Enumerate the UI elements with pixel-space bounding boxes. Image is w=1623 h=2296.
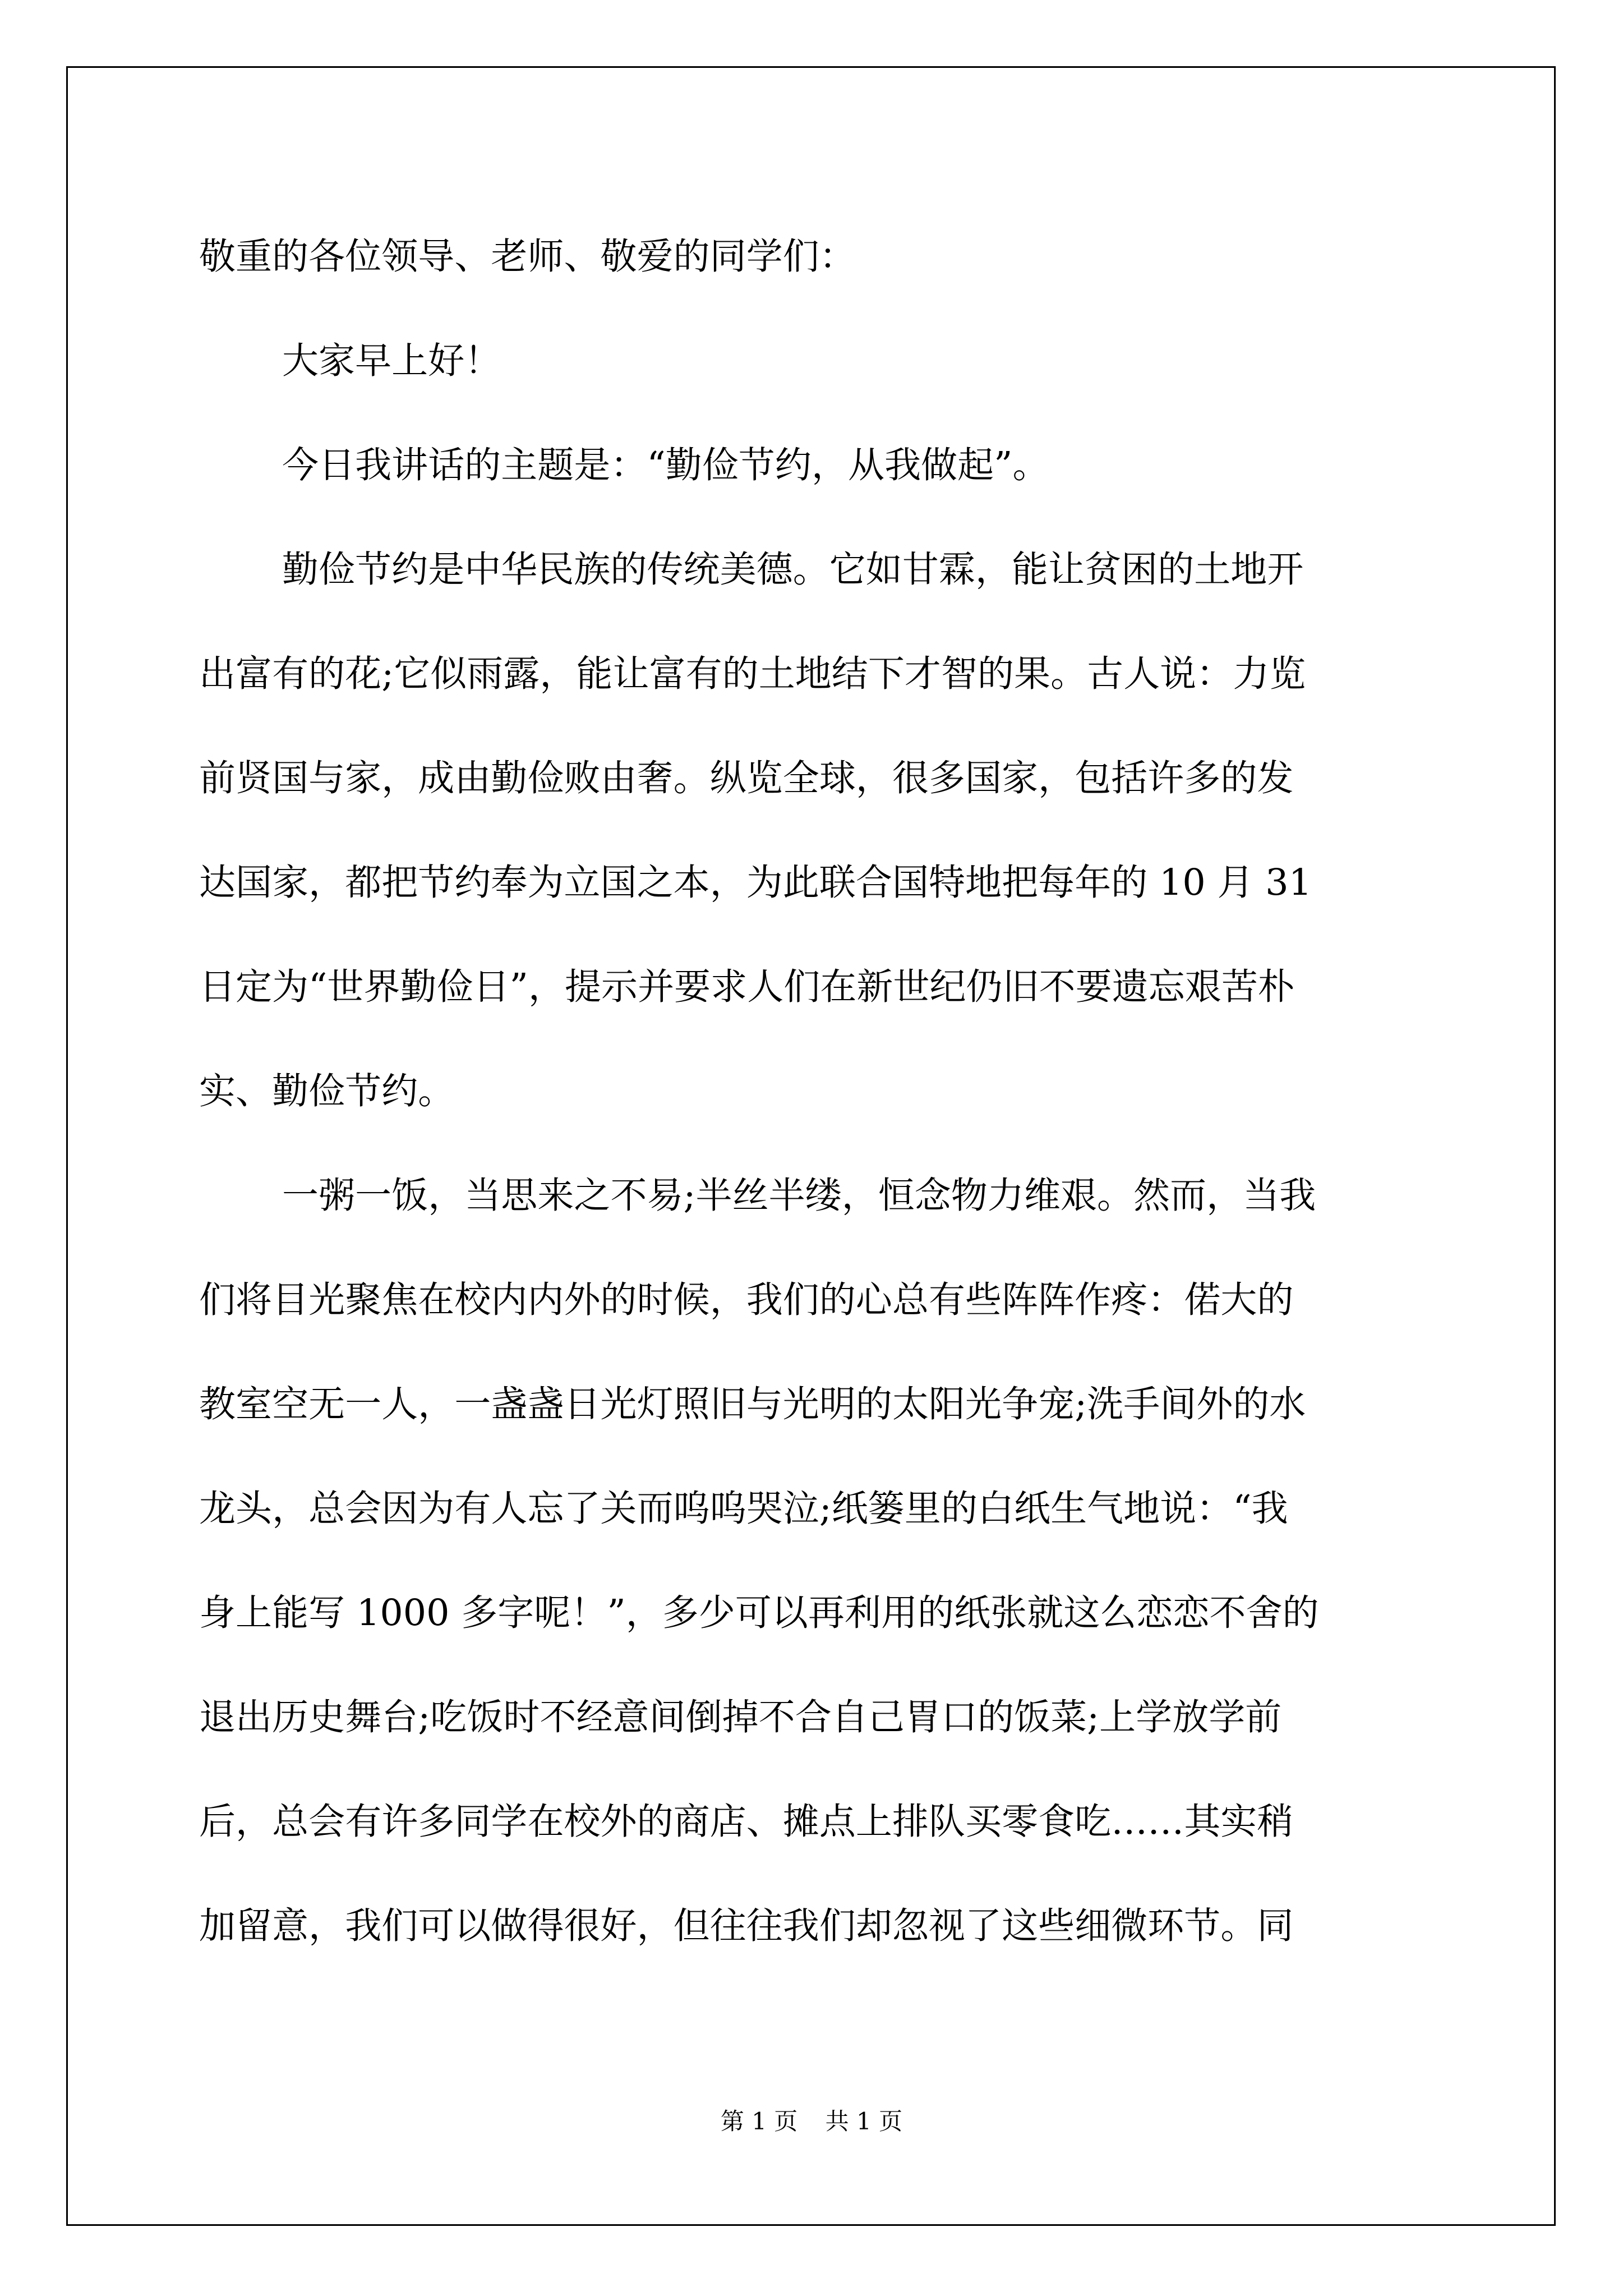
greeting-line: 大家早上好！ — [282, 340, 501, 382]
paragraph-line: 前贤国与家，成由勤俭败由奢。纵览全球，很多国家，包括许多的发 — [199, 757, 1294, 799]
paragraph-line: 身上能写 1000 多字呢！”，多少可以再利用的纸张就这么恋恋不舍的 — [199, 1592, 1319, 1634]
paragraph-line: 一粥一饭，当思来之不易;半丝半缕，恒念物力维艰。然而，当我 — [282, 1175, 1316, 1217]
page-footer — [0, 2105, 1623, 2138]
paragraph-line: 勤俭节约是中华民族的传统美德。它如甘霖，能让贫困的土地开 — [282, 549, 1304, 591]
paragraph-line: 日定为“世界勤俭日”，提示并要求人们在新世纪仍旧不要遗忘艰苦朴 — [199, 966, 1295, 1008]
paragraph-line: 退出历史舞台;吃饭时不经意间倒掉不合自己胃口的饭菜;上学放学前 — [199, 1696, 1282, 1738]
paragraph-line: 达国家，都把节约奉为立国之本，为此联合国特地把每年的 10 月 31 — [199, 862, 1312, 904]
paragraph-line: 出富有的花;它似雨露，能让富有的土地结下才智的果。古人说：力览 — [199, 653, 1306, 695]
paragraph-line: 教室空无一人，一盏盏日光灯照旧与光明的太阳光争宠;洗手间外的水 — [199, 1383, 1306, 1425]
paragraph-line: 实、勤俭节约。 — [199, 1070, 455, 1112]
paragraph-line: 龙头，总会因为有人忘了关而呜呜哭泣;纸篓里的白纸生气地说：“我 — [199, 1488, 1288, 1530]
salutation-line: 敬重的各位领导、老师、敬爱的同学们： — [199, 236, 856, 278]
paragraph-line: 后，总会有许多同学在校外的商店、摊点上排队买零食吃……其实稍 — [199, 1801, 1294, 1843]
page-number: 第 1 页 — [720, 2108, 798, 2135]
topic-line: 今日我讲话的主题是：“勤俭节约，从我做起”。 — [282, 444, 1049, 486]
paragraph-line: 们将目光聚焦在校内内外的时候，我们的心总有些阵阵作疼：偌大的 — [199, 1279, 1294, 1321]
paragraph-line: 加留意，我们可以做得很好，但往往我们却忽视了这些细微环节。同 — [199, 1905, 1294, 1947]
page-total: 共 1 页 — [825, 2108, 903, 2135]
